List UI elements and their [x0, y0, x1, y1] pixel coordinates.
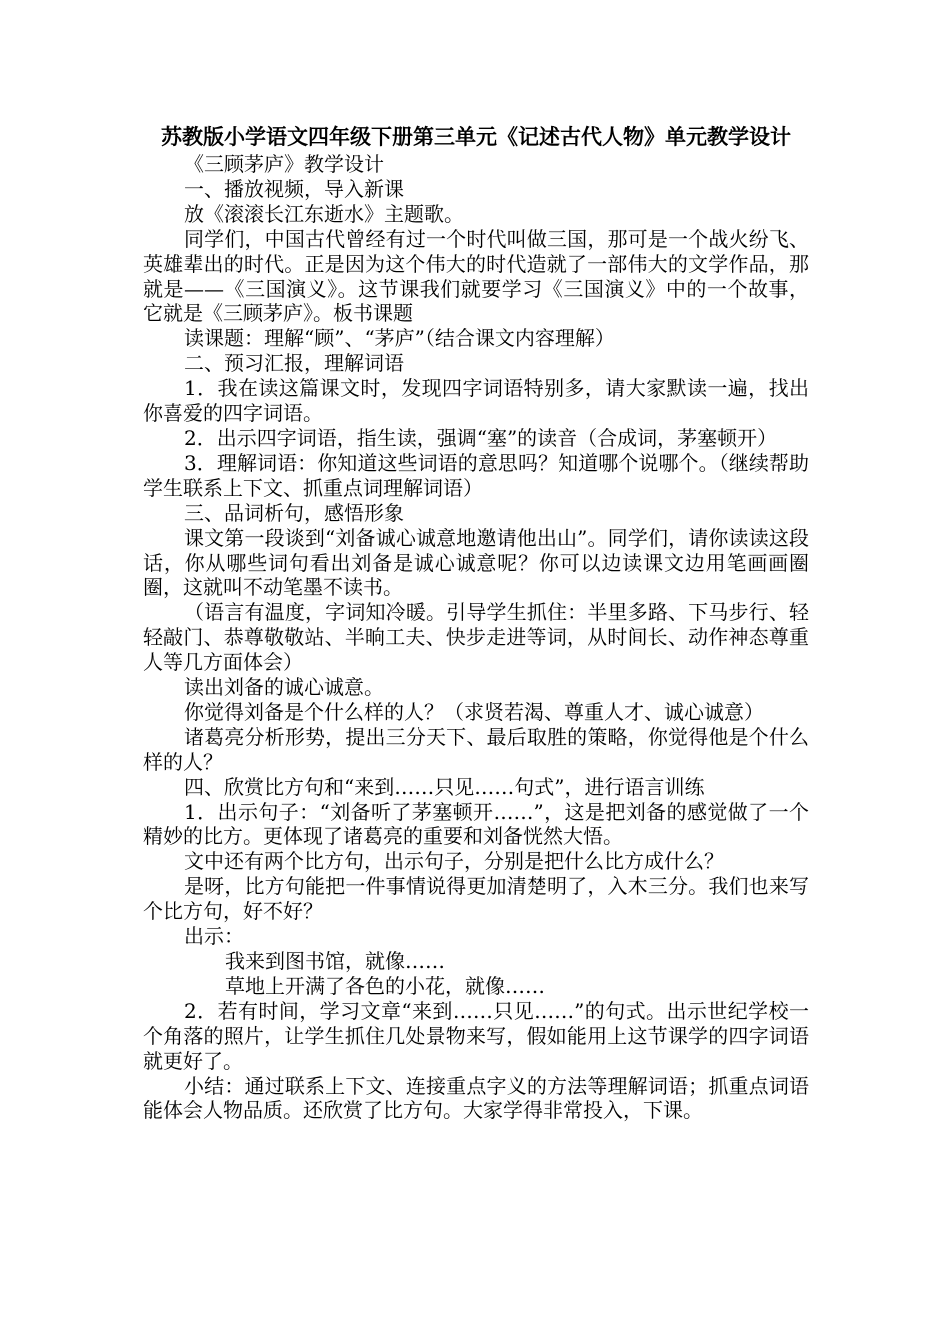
paragraph: 放《滚滚长江东逝水》主题歌。: [184, 201, 464, 226]
paragraph: 你觉得刘备是个什么样的人？（求贤若渴、尊重人才、诚心诚意）: [184, 699, 764, 724]
paragraph: 诸葛亮分析形势，提出三分天下、最后取胜的策略，你觉得他是个什么样的人？: [143, 724, 809, 774]
paragraph: 小结：通过联系上下文、连接重点字义的方法等理解词语；抓重点词语能体会人物品质。还欣赏了比方句。大家学得非常投入，下课。: [143, 1073, 809, 1123]
paragraph: 读出刘备的诚心诚意。: [184, 675, 384, 700]
paragraph: （语言有温度，字词知冷暖。引导学生抓住：半里多路、下马步行、轻轻敲门、恭尊敬敬站、半晌工夫、快步走进等词，从时间长、动作神态尊重人等几方面体会）: [143, 600, 809, 675]
paragraph: 一、播放视频，导入新课: [184, 176, 404, 201]
paragraph: 课文第一段谈到“刘备诚心诚意地邀请他出山”。同学们，请你读读这段话，你从哪些词句看出刘备是诚心诚意呢？你可以边读课文边用笔画画圈圈，这就叫不动笔墨不读书。: [143, 525, 809, 600]
paragraph: 出示：: [184, 924, 244, 949]
paragraph: 是呀，比方句能把一件事情说得更加清楚明了，入木三分。我们也来写个比方句，好不好？: [143, 874, 809, 924]
paragraph: 文中还有两个比方句，出示句子，分别是把什么比方成什么？: [184, 849, 724, 874]
document-page: [143, 123, 809, 1123]
paragraph: 3．理解词语：你知道这些词语的意思吗？知道哪个说哪个。（继续帮助学生联系上下文、抓重点词理解词语）: [143, 450, 809, 500]
paragraph: 二、预习汇报，理解词语: [184, 351, 404, 376]
paragraph: 三、品词析句，感悟形象: [184, 500, 404, 525]
paragraph: 《三顾茅庐》教学设计: [184, 152, 384, 176]
paragraph: 1．我在读这篇课文时，发现四字词语特别多，请大家默读一遍，找出你喜爱的四字词语。: [143, 376, 809, 426]
paragraph: 同学们，中国古代曾经有过一个时代叫做三国，那可是一个战火纷飞、英雄辈出的时代。正是因为这个伟大的时代造就了一部伟大的文学作品，那就是——《三国演义》。这节课我们就要学习《三国演义》中的一个故事，它就是《三顾茅庐》。板书课题: [143, 226, 809, 326]
document-body: [143, 152, 809, 1123]
paragraph: 1．出示句子：“刘备听了茅塞顿开……”，这是把刘备的感觉做了一个精妙的比方。更体现了诸葛亮的重要和刘备恍然大悟。: [143, 799, 809, 849]
paragraph: 2．出示四字词语，指生读，强调“塞”的读音（合成词，茅塞顿开）: [184, 425, 778, 450]
paragraph: 我来到图书馆，就像……: [225, 949, 445, 973]
paragraph: 草地上开满了各色的小花，就像……: [225, 973, 545, 998]
paragraph: 四、欣赏比方句和“来到……只见……句式”，进行语言训练: [184, 774, 705, 799]
paragraph: 读课题：理解“顾”、“茅庐”（结合课文内容理解）: [184, 326, 615, 351]
paragraph: 2．若有时间，学习文章“来到……只见……”的句式。出示世纪学校一个角落的照片，让学生抓住几处景物来写，假如能用上这节课学的四字词语就更好了。: [143, 998, 809, 1073]
document-title: 苏教版小学语文四年级下册第三单元《记述古代人物》单元教学设计: [161, 124, 791, 149]
